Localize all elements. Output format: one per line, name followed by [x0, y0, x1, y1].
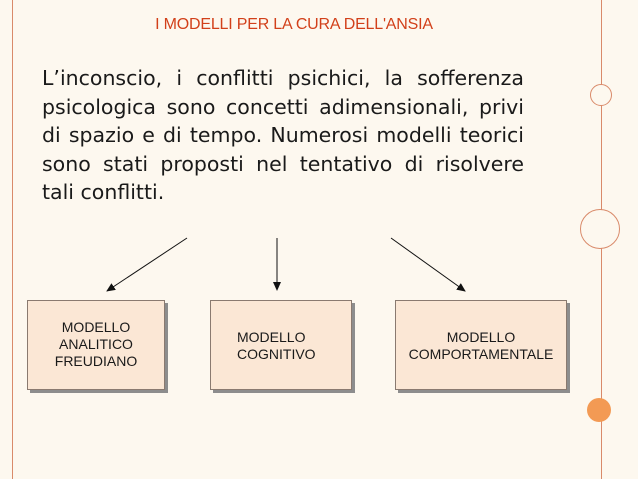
arrow-to-analitico [107, 238, 187, 291]
model-label-cognitivo: MODELLO COGNITIVO [237, 329, 316, 362]
slide-body-text: L’inconscio, i conflitti psichici, la sofferenza psicologica sono concetti adimensionali, privi di spazio e di tempo. Numerosi modelli teorici sono stati proposti nel tentativo di risolvere tali conflitti. [42, 66, 524, 204]
model-label-analitico: MODELLO ANALITICO FREUDIANO [54, 319, 138, 369]
slide-title-text: I MODELLI PER LA CURA DELL'ANSIA [155, 16, 433, 33]
model-label-comportamentale: MODELLO COMPORTAMENTALE [408, 329, 554, 362]
model-box-analitico [27, 300, 165, 390]
model-box-cognitivo [210, 300, 352, 390]
arrow-to-comportamentale [391, 238, 465, 291]
model-box-comportamentale [395, 300, 567, 390]
